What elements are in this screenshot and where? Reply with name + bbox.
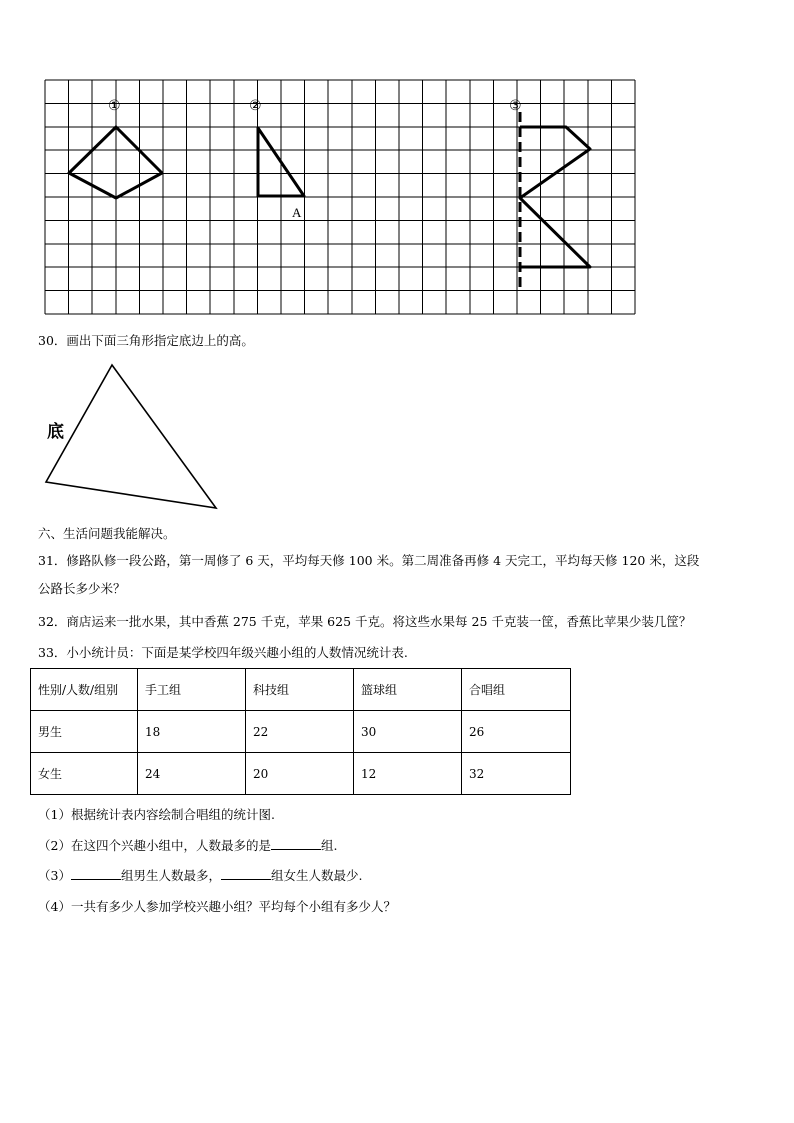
table-cell: 20 [246,753,354,795]
sub-3-text-c: 组女生人数最少. [270,868,363,883]
question-33: 33．小小统计员：下面是某学校四年级兴趣小组的人数情况统计表. [38,645,408,660]
answer-blank[interactable] [221,867,271,880]
base-label: 底 [47,422,64,442]
table-header-cell: 手工组 [138,669,246,711]
section-6-title: 六、生活问题我能解决。 [38,526,176,541]
table-cell: 女生 [31,753,138,795]
table-cell: 男生 [31,711,138,753]
table-row [31,711,571,753]
answer-blank[interactable] [71,867,121,880]
table-row [31,753,571,795]
question-33-sub-2 [38,836,337,854]
table-cell: 26 [462,711,571,753]
question-31-line-1: 31．修路队修一段公路，第一周修了 6 天，平均每天修 100 米。第二周准备再修 4 天完工，平均每天修 120 米，这段 [38,553,700,568]
table-header-cell: 性别/人数/组别 [31,669,138,711]
table-header-cell: 篮球组 [354,669,462,711]
table-header-cell: 合唱组 [462,669,571,711]
triangle-figure [0,350,260,520]
table-cell: 22 [246,711,354,753]
table-cell: 30 [354,711,462,753]
table-cell: 24 [138,753,246,795]
sub-2-text-a: （2）在这四个兴趣小组中，人数最多的是 [38,838,271,853]
question-32: 32．商店运来一批水果，其中香蕉 275 千克，苹果 625 千克。将这些水果每 25 千克装一筐，香蕉比苹果少装几筐？ [38,614,692,629]
question-31-line-2: 公路长多少米？ [38,581,126,596]
sub-2-text-b: 组. [320,838,338,853]
grid-lines [45,80,635,314]
table-cell: 12 [354,753,462,795]
figure-label-3: ③ [509,98,522,114]
question-33-sub-1: （1）根据统计表内容绘制合唱组的统计图. [38,807,275,822]
sub-3-text-a: （3） [38,868,71,883]
point-a-label: A [292,205,302,220]
sub-3-text-b: 组男生人数最多， [120,868,221,883]
figure-label-2: ② [249,98,262,114]
table-cell: 18 [138,711,246,753]
grid-figure [0,0,794,330]
table-header-row [31,669,571,711]
table-cell: 32 [462,753,571,795]
question-33-sub-3 [38,866,362,884]
question-33-sub-4: （4）一共有多少人参加学校兴趣小组？平均每个小组有多少人？ [38,899,396,914]
figure-label-1: ① [108,98,121,114]
answer-blank[interactable] [271,837,321,850]
question-30: 30．画出下面三角形指定底边上的高。 [38,333,254,348]
table-header-cell: 科技组 [246,669,354,711]
triangle [46,365,216,508]
stats-table [30,668,571,795]
